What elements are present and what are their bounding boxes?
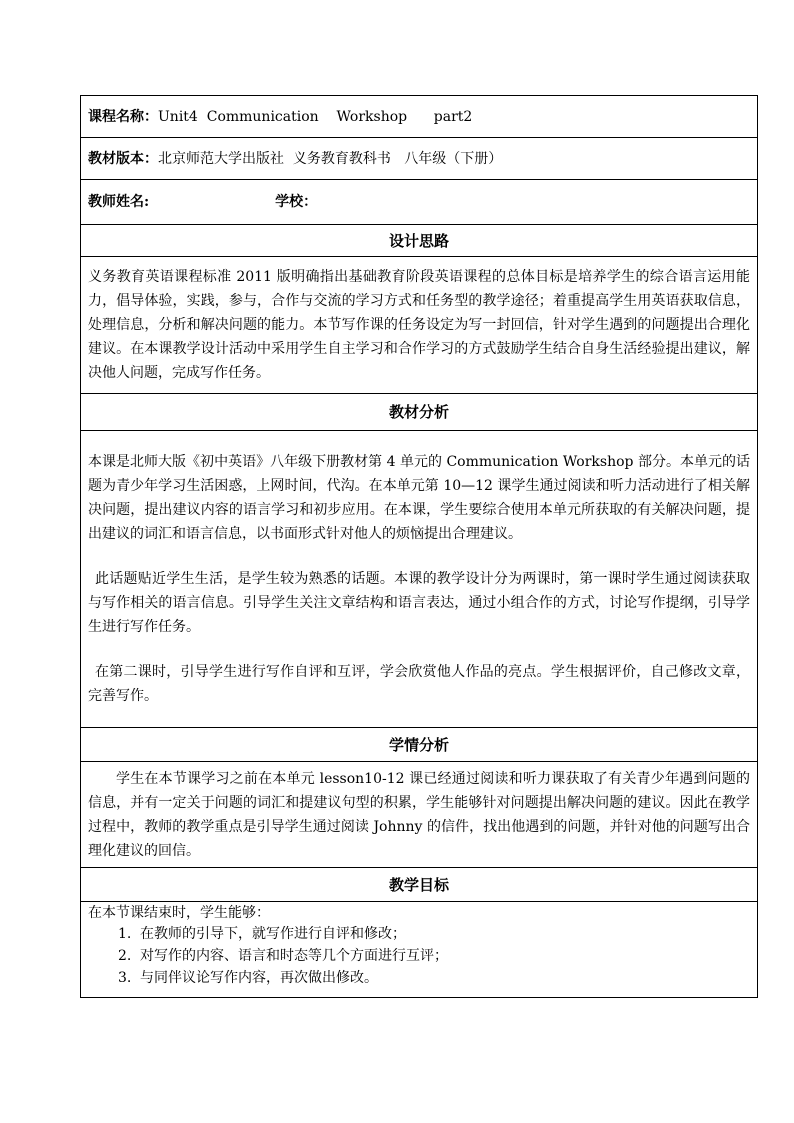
learner-body [81,762,758,868]
material-para-3: 在第二课时，引导学生进行写作自评和互评，学会欣赏他人作品的亮点。学生根据评价，自己修改文章，完善写作。 [88,664,750,704]
list-item-number: 3. [118,970,132,986]
goals-body-row [81,902,758,998]
edition-cell [81,138,758,180]
goals-list [88,923,750,989]
list-item [118,967,750,989]
edition-label: 教材版本： [88,150,158,167]
school-label: 学校： [275,194,318,210]
learner-heading-row [81,728,758,762]
list-item [118,923,750,945]
material-heading: 教材分析 [81,394,758,431]
lesson-plan-table [80,95,758,998]
goals-intro: 在本节课结束时，学生能够： [88,905,270,921]
course-cell [81,96,758,138]
material-body-row [81,431,758,728]
edition-row [81,138,758,180]
design-body [81,257,758,394]
design-heading-row [81,225,758,257]
material-body [81,431,758,728]
list-item-number: 1. [118,926,132,942]
material-heading-row [81,394,758,431]
teacher-row [81,180,758,225]
list-item-text: 对写作的内容、语言和时态等几个方面进行互评； [140,948,448,964]
material-para-2: 此话题贴近学生生活，是学生较为熟悉的话题。本课的教学设计分为两课时，第一课时学生通过阅读获取与写作相关的语言信息。引导学生关注文章结构和语言表达，通过小组合作的方式，讨论写作提纲，引导学生进行写作任务。 [88,571,750,635]
list-item-text: 在教师的引导下，就写作进行自评和修改； [140,926,406,942]
edition-value: 北京师范大学出版社 义务教育教科书 八年级（下册） [158,150,503,167]
goals-body [81,902,758,998]
design-heading: 设计思路 [81,225,758,257]
learner-text: 学生在本节课学习之前在本单元 lesson10-12 课已经通过阅读和听力课获取了有关青少年遇到问题的信息，并有一定关于问题的词汇和提建议句型的积累，学生能够针对问题提出解决问题的建议。因此在教学过程中，教师的教学重点是引导学生通过阅读 Johnny 的信件，找出他遇到的问题，并针对他的问题写出合理化建议的回信。 [88,770,750,859]
teacher-label: 教师姓名: [88,194,150,210]
list-item-text: 与同伴议论写作内容，再次做出修改。 [140,970,378,986]
list-item-number: 2. [118,948,132,964]
goals-heading-row [81,868,758,902]
design-body-row [81,257,758,394]
goals-heading: 教学目标 [81,868,758,902]
learner-body-row [81,762,758,868]
list-item [118,945,750,967]
course-value: Unit4 Communication Workshop part2 [158,108,473,125]
design-text: 义务教育英语课程标准 2011 版明确指出基础教育阶段英语课程的总体目标是培养学生的综合语言运用能力，倡导体验，实践，参与，合作与交流的学习方式和任务型的教学途径；着重提高学生用英语获取信息，处理信息，分析和解决问题的能力。本节写作课的任务设定为写一封回信，针对学生遇到的问题提出合理化建议。在本课教学设计活动中采用学生自主学习和合作学习的方式鼓励学生结合自身生活经验提出建议，解决他人问题，完成写作任务。 [88,269,750,381]
course-row [81,96,758,138]
learner-heading: 学情分析 [81,728,758,762]
teacher-cell [81,180,758,225]
course-label: 课程名称： [88,108,158,125]
material-para-1: 本课是北师大版《初中英语》八年级下册教材第 4 单元的 Communication Workshop 部分。本单元的话题为青少年学习生活困惑，上网时间，代沟。在本单元第 10—12 课学生通过阅读和听力活动进行了相关解决问题，提出建议内容的语言学习和初步应用。在本课，学生要综合使用本单元所获取的有关解决问题，提出建议的词汇和语言信息，以书面形式针对他人的烦恼提出合理建议。 [88,454,750,542]
